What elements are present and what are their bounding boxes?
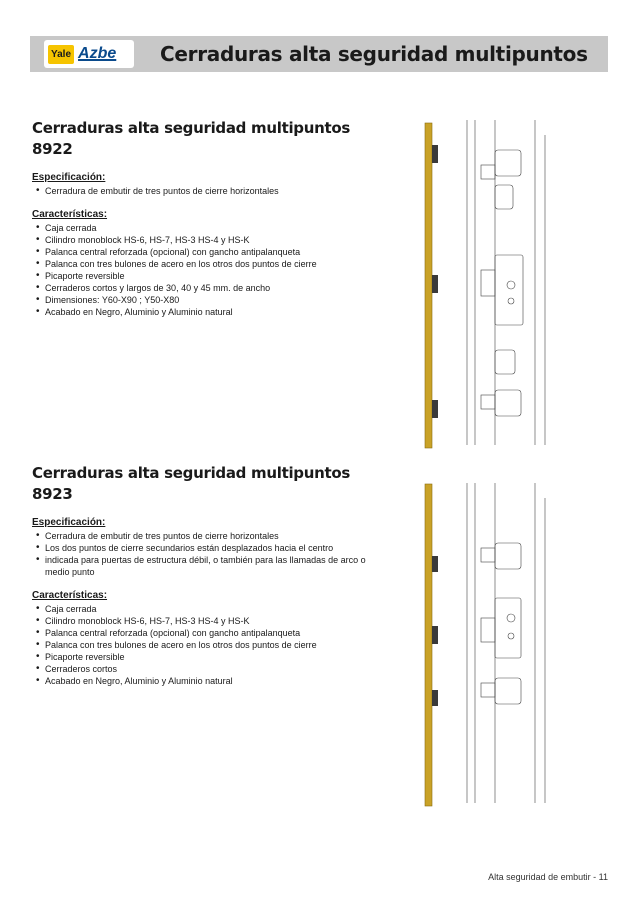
lock-drawing-8922 — [415, 115, 585, 450]
brand-logo — [44, 40, 134, 68]
product-section-8923 — [32, 463, 392, 687]
list-item: • Palanca con tres bulones de acero en los otros dos puntos de cierre — [32, 258, 392, 270]
list-item: • Cerradura de embutir de tres puntos de cierre horizontales — [32, 185, 392, 197]
spec-list — [32, 530, 392, 578]
bolt-top — [432, 145, 438, 163]
spec-list — [32, 185, 392, 197]
product-title: Cerraduras alta seguridad multipuntos — [32, 119, 350, 137]
yale-logo-mark: Yale — [48, 45, 74, 64]
list-item: • Palanca central reforzada (opcional) con gancho antipalanqueta — [32, 246, 392, 258]
list-item: • Cerradura de embutir de tres puntos de cierre horizontales — [32, 530, 392, 542]
product-title: Cerraduras alta seguridad multipuntos — [32, 464, 350, 482]
product-model: 8922 — [32, 140, 73, 158]
list-item: • Caja cerrada — [32, 603, 392, 615]
list-item: • Los dos puntos de cierre secundarios están desplazados hacia el centro — [32, 542, 392, 554]
list-item: • Cerraderos cortos y largos de 30, 40 y 45 mm. de ancho — [32, 282, 392, 294]
bolt-top — [432, 556, 438, 572]
spec-label: Especificación: — [32, 172, 106, 183]
list-item: • Picaporte reversible — [32, 651, 392, 663]
features-list — [32, 603, 392, 687]
list-item: • Picaporte reversible — [32, 270, 392, 282]
bolt-bottom — [432, 690, 438, 706]
faceplate — [425, 484, 432, 806]
technical-drawing — [467, 120, 545, 445]
azbe-logo-mark: Azbe — [78, 45, 117, 62]
list-item: • Cerraderos cortos — [32, 663, 392, 675]
bolt-bottom — [432, 400, 438, 418]
page-footer: Alta seguridad de embutir - 11 — [488, 872, 608, 882]
list-item: • Palanca central reforzada (opcional) con gancho antipalanqueta — [32, 627, 392, 639]
spec-label: Especificación: — [32, 517, 106, 528]
list-item: • indicada para puertas de estructura débil, o también para las llamadas de arco o medio punto — [32, 554, 392, 578]
page-title: Cerraduras alta seguridad multipuntos — [160, 42, 588, 66]
features-label: Características: — [32, 209, 108, 220]
technical-drawing — [467, 483, 545, 803]
features-label: Características: — [32, 590, 108, 601]
list-item: • Dimensiones: Y60-X90 ; Y50-X80 — [32, 294, 392, 306]
list-item: • Palanca con tres bulones de acero en los otros dos puntos de cierre — [32, 639, 392, 651]
list-item: • Acabado en Negro, Aluminio y Aluminio natural — [32, 306, 392, 318]
list-item: • Cilindro monoblock HS-6, HS-7, HS-3 HS-4 y HS-K — [32, 615, 392, 627]
features-list — [32, 222, 392, 318]
bolt-center — [432, 275, 438, 293]
list-item: • Acabado en Negro, Aluminio y Aluminio natural — [32, 675, 392, 687]
list-item: • Caja cerrada — [32, 222, 392, 234]
faceplate — [425, 123, 432, 448]
product-section-8922 — [32, 118, 392, 318]
list-item: • Cilindro monoblock HS-6, HS-7, HS-3 HS-4 y HS-K — [32, 234, 392, 246]
product-model: 8923 — [32, 485, 73, 503]
lock-drawing-8923 — [415, 478, 585, 808]
bolt-center — [432, 626, 438, 644]
